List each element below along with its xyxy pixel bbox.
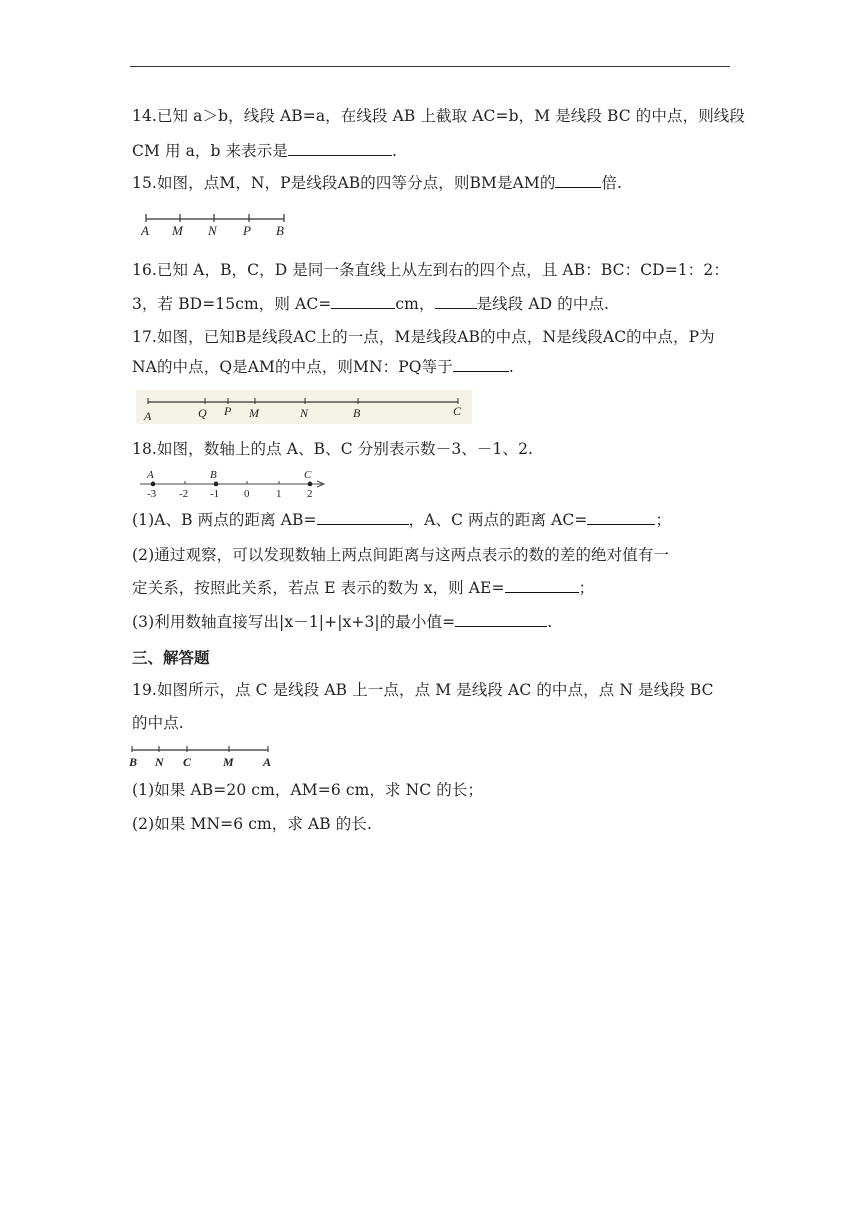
q18-tick-label-neg1: -1 (210, 488, 220, 500)
q18-tick-label-neg3: -3 (147, 488, 157, 500)
q17-line2-text: NA的中点，Q是AM的中点，则MN：PQ等于 (132, 358, 453, 376)
q14-line1: 14.已知 a＞b，线段 AB=a，在线段 AB 上截取 AC=b，M 是线段 BC 的中点，则线段 (132, 107, 745, 125)
q19-line2: 的中点. (132, 714, 184, 732)
q14-line2-end: . (391, 142, 398, 160)
q18-label-a: A (147, 469, 154, 481)
section-heading: 三、解答题 (132, 649, 210, 667)
q16-line2-c: 是线段 AD 的中点. (476, 295, 610, 313)
q17-line2-end: . (508, 358, 514, 376)
q15-label-p: P (243, 223, 251, 238)
q14-line2-text: CM 用 a，b 来表示是 (132, 142, 288, 160)
q18-tick-label-0: 0 (244, 488, 250, 500)
q18-part1-c: ； (655, 511, 672, 529)
q15-label-m: M (172, 223, 183, 238)
q15-label-b: B (276, 223, 284, 238)
q17-label-a: A (144, 409, 152, 423)
q18-part2-line2 (132, 578, 594, 598)
q18-part3-end: . (547, 613, 553, 631)
q18-part1 (132, 510, 671, 530)
q19-label-a: A (263, 755, 272, 769)
q17-answer-blank[interactable] (453, 357, 509, 372)
q19-line1: 19.如图所示，点 C 是线段 AB 上一点，点 M 是线段 AC 的中点，点 N 是线段 BC (132, 681, 714, 699)
q18-ae-blank[interactable] (505, 578, 579, 593)
q15-figure (138, 210, 298, 240)
q14-line2 (132, 141, 397, 161)
q19-part2: (2)如果 MN=6 cm，求 AB 的长. (132, 815, 373, 833)
q17-line1: 17.如图，已知B是线段AC上的一点，M是线段AB的中点，N是线段AC的中点，P为 (132, 328, 715, 346)
q16-ac-blank[interactable] (331, 294, 395, 309)
q15-answer-blank[interactable] (555, 173, 601, 188)
q18-part1-a: (1)A、B 两点的距离 AB= (132, 511, 317, 529)
q19-figure (128, 744, 278, 770)
q15-label-a: A (141, 223, 149, 238)
q16-midpoint-blank[interactable] (435, 294, 477, 309)
q16-line1: 16.已知 A，B，C，D 是同一条直线上从左到右的四个点，且 AB：BC：CD=1：2： (132, 261, 729, 279)
q18-part3-text: (3)利用数轴直接写出|x－1|+|x+3|的最小值= (132, 613, 456, 631)
q18-ac-blank[interactable] (587, 510, 655, 525)
q17-line2 (132, 357, 514, 377)
q18-tick-label-2: 2 (307, 488, 313, 500)
q17-label-b: B (353, 406, 361, 420)
q18-intro: 18.如图，数轴上的点 A、B、C 分别表示数－3、－1、2. (132, 440, 534, 458)
q17-label-m: M (249, 406, 259, 420)
q18-tick-label-neg2: -2 (179, 488, 189, 500)
q18-label-b: B (210, 469, 217, 481)
q17-label-n: N (300, 406, 309, 420)
q15-line (132, 173, 622, 193)
q19-label-m: M (223, 755, 234, 769)
q18-min-blank[interactable] (455, 612, 547, 627)
q17-label-p: P (224, 404, 232, 418)
q18-number-line (138, 466, 338, 500)
q17-figure (136, 390, 476, 426)
header-rule (130, 66, 730, 67)
q18-part2-text: 定关系，按照此关系，若点 E 表示的数为 x，则 AE= (132, 579, 505, 597)
q18-part2-line1: (2)通过观察，可以发现数轴上两点间距离与这两点表示的数的差的绝对值有一 (132, 546, 670, 564)
q18-part3 (132, 612, 552, 632)
q18-point-a (151, 482, 156, 487)
q15-text: 15.如图，点M，N，P是线段AB的四等分点，则BM是AM的 (132, 174, 556, 192)
q17-label-c: C (453, 404, 462, 418)
q15-end: 倍. (601, 174, 623, 192)
q18-point-b (214, 482, 219, 487)
q15-label-n: N (208, 223, 217, 238)
q19-label-c: C (183, 755, 192, 769)
q18-part1-b: ，A、C 两点的距离 AC= (408, 511, 588, 529)
q18-point-c (308, 482, 313, 487)
q18-part2-end: ； (578, 579, 595, 597)
q18-label-c: C (304, 469, 312, 481)
q19-label-b: B (129, 755, 138, 769)
q19-part1: (1)如果 AB=20 cm，AM=6 cm，求 NC 的长； (132, 781, 484, 799)
q16-line2-b: cm， (395, 295, 435, 313)
q19-label-n: N (155, 755, 164, 769)
q18-tick-label-1: 1 (276, 488, 282, 500)
q16-line2 (132, 294, 609, 314)
q18-ab-blank[interactable] (317, 510, 409, 525)
q16-line2-a: 3，若 BD=15cm，则 AC= (132, 295, 332, 313)
q17-label-q: Q (198, 406, 207, 420)
q14-answer-blank[interactable] (288, 141, 392, 156)
